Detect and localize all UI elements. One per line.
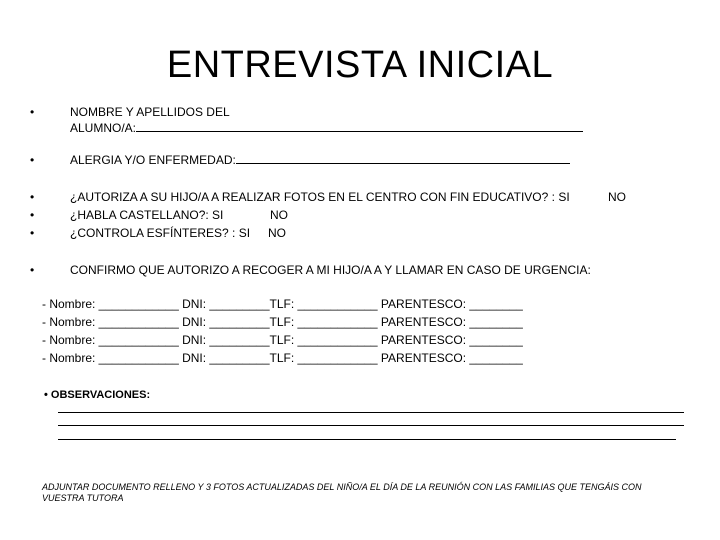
contact-row-1[interactable]: - Nombre: ____________ DNI: _________TLF: ____________ PARENTESCO: ________: [42, 297, 523, 311]
nombre-underline[interactable]: [136, 120, 583, 132]
footer-note: ADJUNTAR DOCUMENTO RELLENO Y 3 FOTOS ACTUALIZADAS DEL NIÑO/A EL DÍA DE LA REUNIÓN CON LAS FAMILIAS QUE TENGÁIS CON VUESTRA TUTORA: [42, 482, 642, 503]
esfinteres-label: ¿CONTROLA ESFÍNTERES? : SI: [70, 226, 251, 240]
fotos-label: ¿AUTORIZA A SU HIJO/A A REALIZAR FOTOS EN EL CENTRO CON FIN EDUCATIVO? : SI: [70, 190, 570, 204]
castellano-no-option[interactable]: NO: [270, 208, 288, 222]
contact-row-2[interactable]: - Nombre: ____________ DNI: _________TLF: ____________ PARENTESCO: ________: [42, 315, 523, 329]
esfinteres-no-option[interactable]: NO: [268, 226, 286, 240]
observaciones-label: OBSERVACIONES:: [50, 389, 151, 401]
contact-row-3[interactable]: - Nombre: ____________ DNI: _________TLF: ____________ PARENTESCO: ________: [42, 333, 523, 347]
observaciones-bullet: •: [44, 389, 51, 401]
nombre-label-line1: NOMBRE Y APELLIDOS DEL: [70, 105, 230, 119]
castellano-label: ¿HABLA CASTELLANO?: SI: [70, 208, 224, 222]
observaciones-line-3[interactable]: [58, 439, 676, 440]
alergia-label: ALERGIA Y/O ENFERMEDAD:: [70, 153, 236, 167]
observaciones-line-1[interactable]: [58, 412, 684, 413]
confirmo-label: CONFIRMO QUE AUTORIZO A RECOGER A MI HIJO/A A Y LLAMAR EN CASO DE URGENCIA:: [70, 263, 591, 277]
contact-row-4[interactable]: - Nombre: ____________ DNI: _________TLF: ____________ PARENTESCO: ________: [42, 351, 523, 365]
observaciones-line-2[interactable]: [58, 425, 684, 426]
alergia-underline[interactable]: [236, 152, 570, 164]
page-title: ENTREVISTA INICIAL: [166, 44, 554, 86]
fotos-no-option[interactable]: NO: [608, 190, 626, 204]
observaciones-section: [44, 387, 150, 403]
nombre-label-line2: ALUMNO/A:: [70, 121, 137, 135]
